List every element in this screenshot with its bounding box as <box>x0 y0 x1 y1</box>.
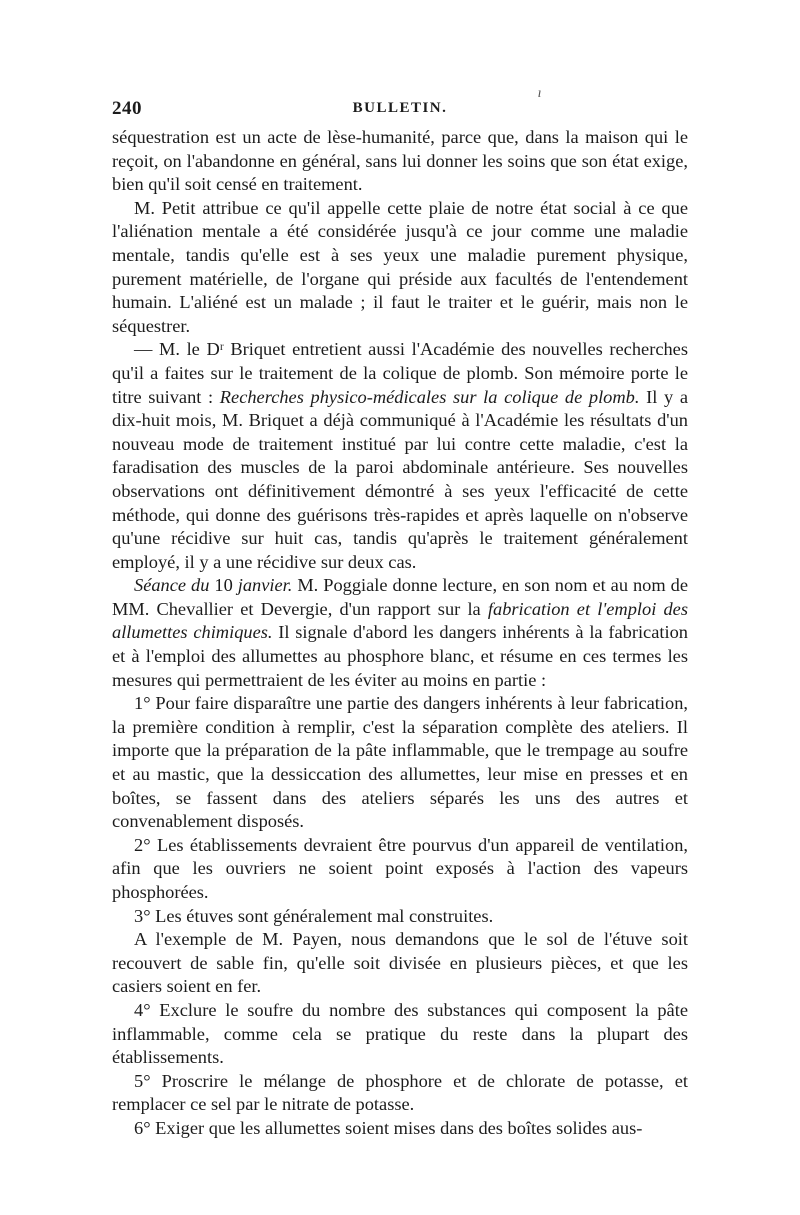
header-title: BULLETIN. <box>352 100 448 116</box>
paragraph-measure-1: 1° Pour faire disparaître une partie des dangers inhérents à leur fabrication, la première condition à remplir, c'est la séparation complète des ateliers. Il importe que la préparation de la pâte inflammable, que le trempage au soufre et au mastic, que la dessiccation des allumettes, leur mise en presses et en boîtes, se fassent dans des ateliers séparés les uns des autres et convenablement disposés. <box>112 693 688 832</box>
paragraph-sequestration: séquestration est un acte de lèse-humanité, parce que, dans la maison qui le reçoit, on l'abandonne en général, sans lui donner les soins que son état exige, bien qu'il soit censé en traitement. <box>112 127 688 195</box>
paragraph-briquet-title: Recherches physico-médicales sur la colique de plomb. <box>219 386 640 407</box>
paragraph-payen: A l'exemple de M. Payen, nous demandons que le sol de l'étuve soit recouvert de sable fin, qu'elle soit divisée en plusieurs pièces, et que les casiers soient en fer. <box>112 929 688 997</box>
page-number: 240 <box>112 98 142 119</box>
paragraph-seance <box>112 574 688 692</box>
stray-mark: ı <box>537 86 542 101</box>
paragraph-measure-3: 3° Les étuves sont généralement mal construites. <box>134 905 494 926</box>
paragraph-briquet <box>112 338 688 574</box>
paragraph-petit: M. Petit attribue ce qu'il appelle cette plaie de notre état social à ce que l'aliénation mentale a été considérée jusqu'à ce jour comme une maladie mentale, tandis qu'elle est à ses yeux une maladie purement physique, purement matérielle, de l'organe qui préside aux facultés de l'entendement humain. L'aliéné est un malade ; il faut le traiter et le guérir, mais non le séquestrer. <box>112 197 688 336</box>
paragraph-measure-2: 2° Les établissements devraient être pourvus d'un appareil de ventilation, afin que les ouvriers ne soient point exposés à l'action des vapeurs phosphorées. <box>112 834 688 902</box>
seance-report-title: fabrication et l'emploi des allumettes chimiques. <box>112 598 688 643</box>
seance-day: 10 <box>209 575 238 596</box>
running-head <box>112 86 688 126</box>
seance-text-c: Il signale d'abord les dangers inhérents à la fabrication et à l'emploi des allumettes au phosphore blanc, et résume en ces termes les mesures qui permettraient de les éviter au moins en partie : <box>112 622 688 690</box>
seance-label: Séance du <box>134 575 210 596</box>
body-text <box>112 126 688 1141</box>
seance-text-b: M. Poggiale donne lecture, en son nom et au nom de MM. Chevallier et Devergie, d'un rapport sur la <box>112 575 688 619</box>
page <box>112 86 688 1141</box>
paragraph-briquet-text-a: — M. le Dʳ Briquet entretient aussi l'Académie des nouvelles recherches qu'il a faites sur le traitement de la colique de plomb. Son mémoire porte le titre suivant : <box>112 339 688 407</box>
seance-month: janvier. <box>237 575 293 596</box>
paragraph-measure-4: 4° Exclure le soufre du nombre des substances qui composent la pâte inflammable, comme cela se pratique du reste dans la plupart des établissements. <box>112 999 688 1068</box>
paragraph-measure-5: 5° Proscrire le mélange de phosphore et de chlorate de potasse, et remplacer ce sel par le nitrate de potasse. <box>112 1070 688 1115</box>
paragraph-briquet-text-b: Il y a dix-huit mois, M. Briquet a déjà communiqué à l'Académie les résultats d'un nouveau mode de traitement institué par lui contre cette maladie, c'est la faradisation des muscles de la paroi abdominale antérieure. Ses nouvelles observations ont définitivement démontré à ses yeux l'efficacité de cette méthode, qui donne des guérisons très-rapides et après laquelle on n'observe qu'une récidive sur huit cas, tandis qu'après le traitement généralement employé, il y a une récidive sur deux cas. <box>112 386 688 572</box>
paragraph-measure-6: 6° Exiger que les allumettes soient mises dans des boîtes solides aus- <box>134 1117 643 1138</box>
